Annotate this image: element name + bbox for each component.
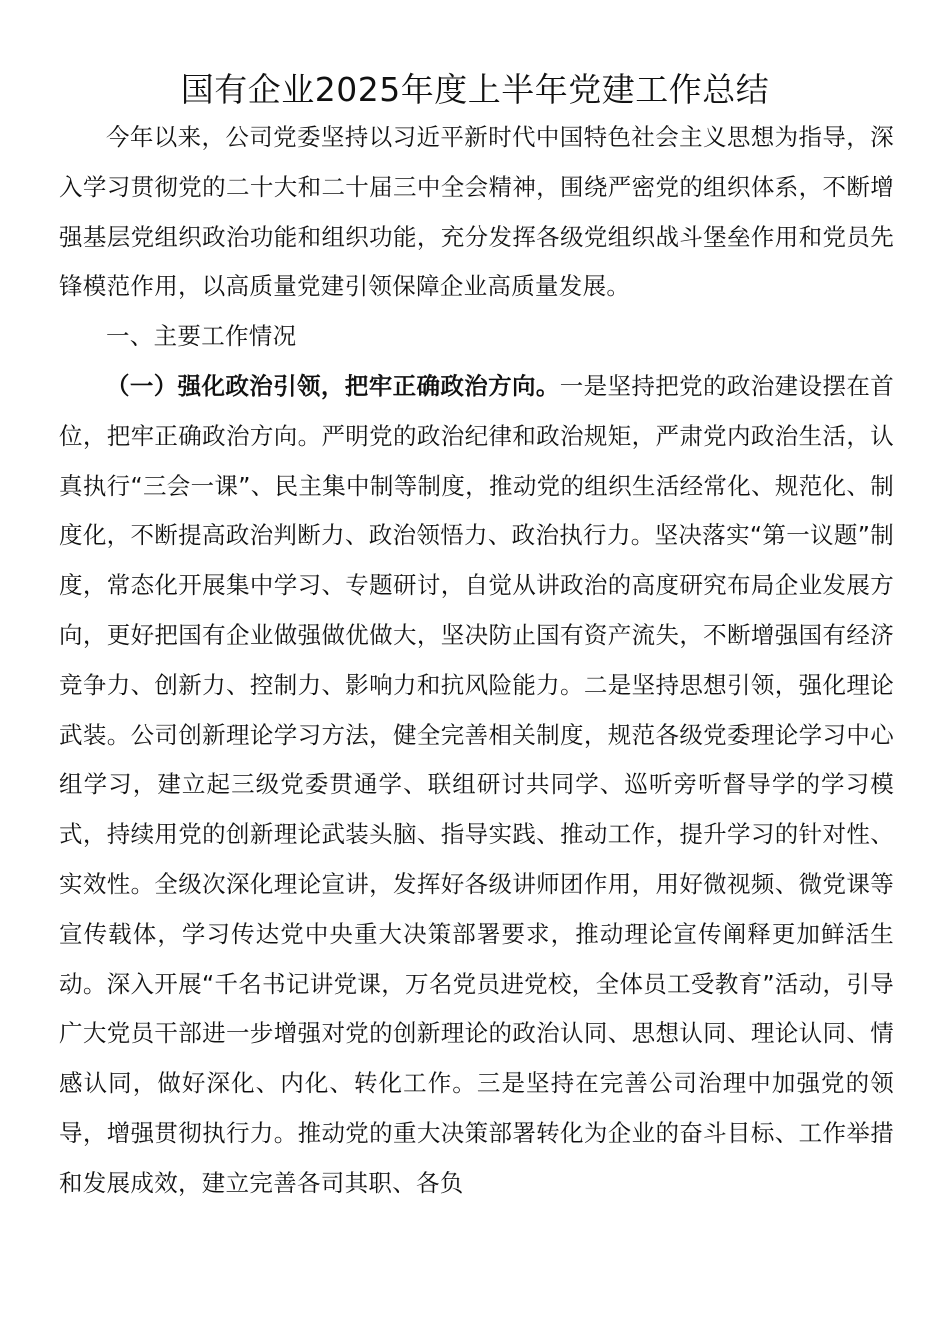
subsection-paragraph <box>59 362 894 1209</box>
document-body <box>59 113 894 1209</box>
subsection-text: 一是坚持把党的政治建设摆在首位，把牢正确政治方向。严明党的政治纪律和政治规矩，严肃党内政治生活，认真执行“三会一课”、民主集中制等制度，推动党的组织生活经常化、规范化、制度化，不断提高政治判断力、政治领悟力、政治执行力。坚决落实“第一议题”制度，常态化开展集中学习、专题研讨，自觉从讲政治的高度研究布局企业发展方向，更好把国有企业做强做优做大，坚决防止国有资产流失，不断增强国有经济竞争力、创新力、控制力、影响力和抗风险能力。二是坚持思想引领，强化理论武装。公司创新理论学习方法，健全完善相关制度，规范各级党委理论学习中心组学习，建立起三级党委贯通学、联组研讨共同学、巡听旁听督导学的学习模式，持续用党的创新理论武装头脑、指导实践、推动工作，提升学习的针对性、实效性。全级次深化理论宣讲，发挥好各级讲师团作用，用好微视频、微党课等宣传载体，学习传达党中央重大决策部署要求，推动理论宣传阐释更加鲜活生动。深入开展“千名书记讲党课，万名党员进党校，全体员工受教育”活动，引导广大党员干部进一步增强对党的创新理论的政治认同、思想认同、理论认同、情感认同，做好深化、内化、转化工作。三是坚持在完善公司治理中加强党的领导，增强贯彻执行力。推动党的重大决策部署转化为企业的奋斗目标、工作举措和发展成效，建立完善各司其职、各负 <box>59 371 895 1197</box>
intro-paragraph: 今年以来，公司党委坚持以习近平新时代中国特色社会主义思想为指导，深入学习贯彻党的二十大和二十届三中全会精神，围绕严密党的组织体系，不断增强基层党组织政治功能和组织功能，充分发挥各级党组织战斗堡垒作用和党员先锋模范作用，以高质量党建引领保障企业高质量发展。 <box>59 123 894 301</box>
section-heading: 一、主要工作情况 <box>106 322 297 351</box>
document-title: 国有企业2025年度上半年党建工作总结 <box>180 70 770 109</box>
subsection-heading: （一）强化政治引领，把牢正确政治方向。 <box>106 371 560 400</box>
